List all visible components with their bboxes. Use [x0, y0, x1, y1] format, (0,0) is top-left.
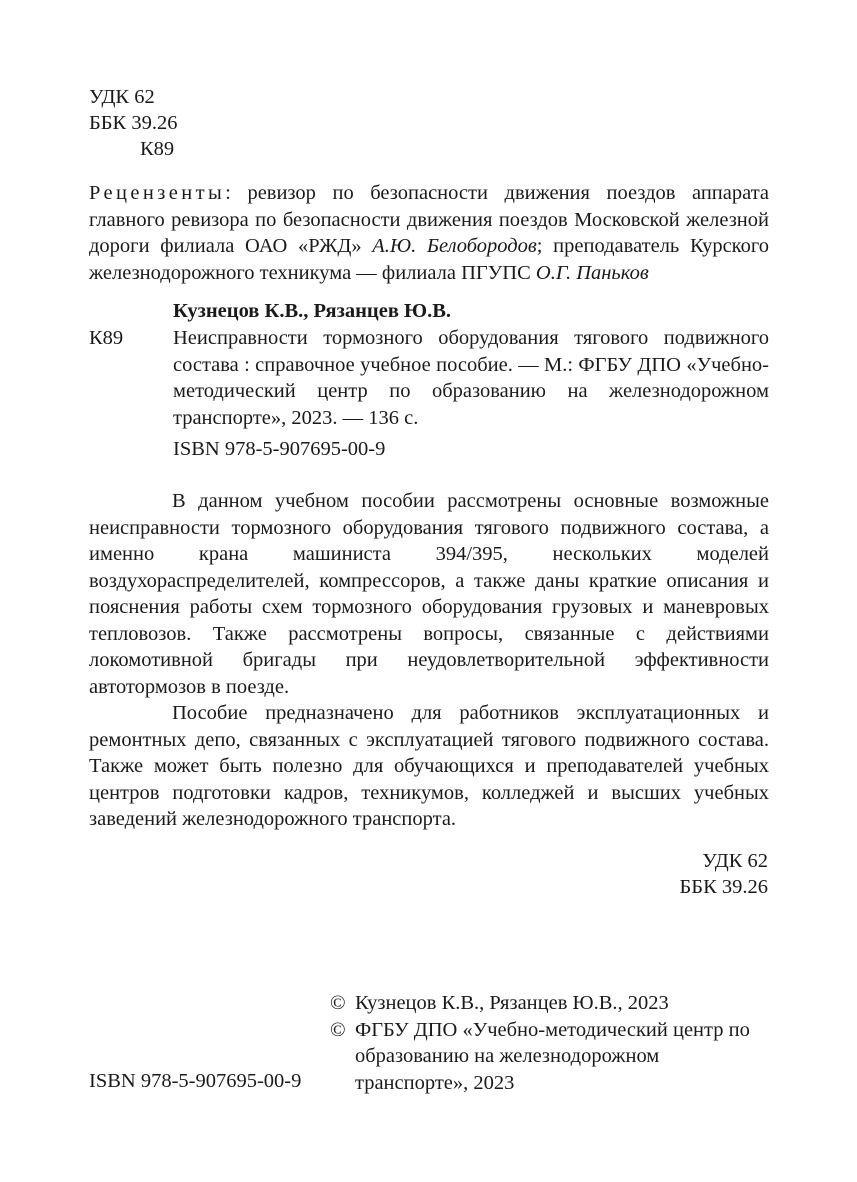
- isbn-bottom: ISBN 978-5-907695-00-9: [89, 1070, 302, 1092]
- record-author-mark: К89: [89, 327, 124, 349]
- record-authors: Кузнецов К.В., Рязанцев Ю.В.: [173, 300, 452, 322]
- abstract-paragraph-1: В данном учебном пособии рассмотрены основные возможные неисправности тормозного оборудования тягового подвижного состава, а именно крана машиниста 394/395, нескольких моделей воздухораспределителей, компрессоров, а также даны краткие описания и пояснения работы схем тормозного оборудования грузовых и маневровых тепловозов. Также рассмотрены вопросы, связанные с действиями локомотивной бригады при неудовлетворительной эффективности автотормозов в поезде.: [89, 490, 769, 698]
- copyright-line-authors: [330, 990, 770, 1017]
- reviewer-name-1: А.Ю. Белобородов: [372, 235, 537, 257]
- bbk-code-bottom: ББК 39.26: [679, 876, 768, 898]
- author-mark: К89: [140, 138, 175, 160]
- reviewer-name-2: О.Г. Паньков: [535, 261, 649, 284]
- bibliographic-description: Неисправности тормозного оборудования тягового подвижного состава : справочное учебное пособие. — М.: ФГБУ ДПО «Учебно-методический центр по образованию на железнодорожном транспорте», 2023. — 136 с.: [173, 327, 769, 429]
- reviewers-text-2: ; преподаватель Курского железнодорожного техникума — филиала ПГУПС: [89, 235, 770, 284]
- classification-codes-top: [89, 84, 177, 162]
- copyright-symbol: ©: [330, 992, 346, 1014]
- classification-codes-bottom: [680, 848, 768, 900]
- bbk-code: ББК 39.26: [89, 112, 178, 134]
- copyright-symbol: ©: [330, 1018, 346, 1041]
- abstract-paragraph-2: Пособие предназначено для работников эксплуатационных и ремонтных депо, связанных с эксплуатацией тягового подвижного состава. Также может быть полезно для обучающихся и преподавателей учебных центров подготовки кадров, техникумов, колледжей и высших учебных заведений железнодорожного транспорта.: [89, 702, 769, 830]
- copyright-text-authors: Кузнецов К.В., Рязанцев Ю.В., 2023: [355, 992, 669, 1014]
- udk-code: УДК 62: [89, 86, 155, 108]
- copyright-block: [330, 990, 770, 1096]
- abstract: [89, 488, 769, 833]
- reviewers-text-1: : ревизор по безопасности движения поездов аппарата главного ревизора по безопасности движения поездов Московской железной дороги филиала ОАО «РЖД»: [89, 182, 769, 257]
- reviewers-block: [89, 180, 769, 286]
- record-isbn: ISBN 978-5-907695-00-9: [173, 438, 386, 460]
- copyright-line-publisher: [330, 1017, 770, 1097]
- copyright-text-publisher: ФГБУ ДПО «Учебно-методический центр по образованию на железнодорожном транспорте», 2023: [355, 1018, 750, 1094]
- udk-code-bottom: УДК 62: [702, 850, 768, 872]
- reviewers-label: Рецензенты: [89, 182, 226, 204]
